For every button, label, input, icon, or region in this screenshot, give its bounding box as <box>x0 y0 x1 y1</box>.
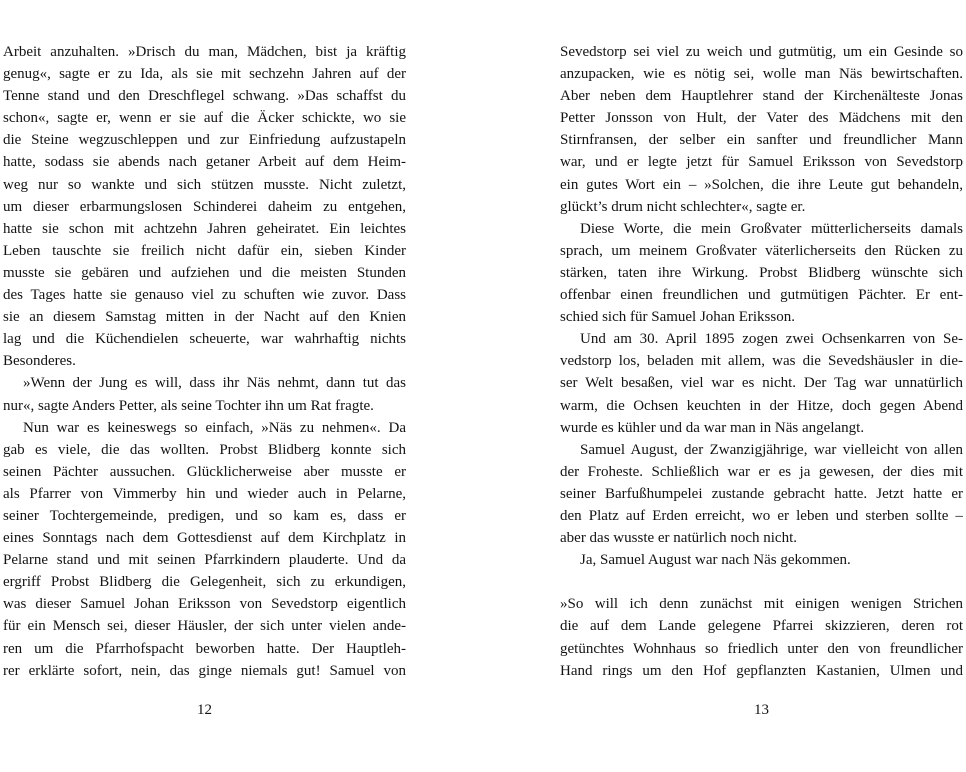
text-line: Hand rings um den Hof gepflanzten Kastanien, Ulmen und <box>560 662 963 679</box>
text-line: hatte, sodass sie abends nach getaner Arbeit auf dem Heim- <box>3 154 406 171</box>
text-line: schied sich für Samuel Johan Eriksson. <box>560 309 795 326</box>
text-line: schon«, sagte er, wenn er sie auf die Äcker schickte, wo sie <box>3 110 406 127</box>
text-line: sie an diesem Samstag mitten in der Nacht auf den Knien <box>3 309 406 326</box>
text-line: Tenne stand und den Dreschflegel schwang. »Das schaffst du <box>3 88 406 105</box>
text-line: Und am 30. April 1895 zogen zwei Ochsenkarren von Se- <box>580 331 963 348</box>
text-line: aber das wusste er natürlich noch nicht. <box>560 530 798 547</box>
text-line: des Tages hatte sie genauso viel zu schuften wie zuvor. Dass <box>3 287 406 304</box>
text-line: der Froheste. Schließlich war er es ja gewesen, der dies mit <box>560 463 963 480</box>
text-line: Diese Worte, die mein Großvater mütterlicherseits damals <box>580 220 963 237</box>
page-13-text <box>560 41 963 682</box>
text-line: seinen Pächter aussuchen. Glücklicherweise aber musste er <box>3 463 406 480</box>
text-line: stärken, taten ihre Wirkung. Probst Blidberg wünschte sich <box>560 264 963 281</box>
text-line: rer erklärte sofort, nein, das ginge niemals gut! Samuel von <box>3 662 406 679</box>
text-line <box>560 571 963 593</box>
text-line: ergriff Probst Blidberg die Gelegenheit, sich zu erkundigen, <box>3 574 406 591</box>
text-line: Besonderes. <box>3 353 76 370</box>
text-line: als Pfarrer von Vimmerby hin und wieder auch in Pelarne, <box>3 485 406 502</box>
text-line: Samuel August, der Zwanzigjährige, war vielleicht von allen <box>580 441 963 458</box>
text-line: hatte sie schon mit achtzehn Jahren geheiratet. Ein leichtes <box>3 220 406 237</box>
text-line: sprach, um meinem Großvater väterlicherseits den Rücken zu <box>560 242 963 259</box>
text-line: Pelarne stand und mit seinen Pfarrkindern plauderte. Und da <box>3 552 406 569</box>
page-number-right: 13 <box>754 701 769 718</box>
text-line: Nun war es keineswegs so einfach, »Näs zu nehmen«. Da <box>23 419 406 436</box>
text-line: Sevedstorp sei viel zu weich und gutmütig, um ein Gesinde so <box>560 44 963 60</box>
text-line: lag und die Küchendielen scheuerte, war wahrhaftig nichts <box>3 331 406 348</box>
book-page-left <box>3 41 406 718</box>
text-line: warm, die Ochsen keuchten in der Hitze, doch gegen Abend <box>560 397 963 414</box>
text-line: Ja, Samuel August war nach Näs gekommen. <box>580 552 851 569</box>
text-line: musste sie gebären und aufziehen und die meisten Stunden <box>3 264 406 281</box>
text-line: nur«, sagte Anders Petter, als seine Tochter ihn um Rat fragte. <box>3 397 374 414</box>
text-line: den Platz auf Erden erreicht, wo er leben und sterben sollte – <box>560 507 963 524</box>
page-12-text <box>3 41 406 682</box>
text-line: ser Welt besaßen, viel war es nicht. Der Tag war unnatürlich <box>560 375 963 392</box>
text-line: »Wenn der Jung es will, dass ihr Näs nehmt, dann tut das <box>23 375 406 392</box>
text-line: die auf dem Lande gelegene Pfarrei skizzieren, deren rot <box>560 618 963 635</box>
text-line: seiner Tochtergemeinde, predigen, und so kam es, dass er <box>3 507 406 524</box>
text-line: war, und er legte jetzt für Samuel Eriksson von Sevedstorp <box>560 154 963 171</box>
text-line: eines Sonntags nach dem Gottesdienst auf dem Kirchplatz in <box>3 530 406 547</box>
text-line: Stirnfransen, der selber ein sanfter und freundlicher Mann <box>560 132 963 149</box>
text-line: weg nur so wankte und sich stützen musste. Nicht zuletzt, <box>3 176 406 193</box>
page-number-left: 12 <box>197 701 212 718</box>
text-line: offenbar einen freundlichen und gutmütigen Pächter. Er ent- <box>560 287 963 304</box>
text-line: seiner Barfußhumpelei zustande gebracht hatte. Jetzt hatte er <box>560 485 963 502</box>
text-line: gab es viele, die das wollten. Probst Blidberg konnte sich <box>3 441 406 458</box>
text-line: genug«, sagte er zu Ida, als sie mit sechzehn Jahren auf der <box>3 66 406 83</box>
text-line: glückt’s drum nicht schlechter«, sagte er. <box>560 198 806 215</box>
text-line: Aber neben dem Hauptlehrer stand der Kirchenälteste Jonas <box>560 88 963 105</box>
text-line: ein gutes Wort ein – »Solchen, die ihre Leute gut behandeln, <box>560 176 963 193</box>
text-line: was dieser Samuel Johan Eriksson von Sevedstorp eigentlich <box>3 596 406 613</box>
text-line: anzupacken, wie es nötig sei, wolle man Näs bewirtschaften. <box>560 66 963 83</box>
text-line: »So will ich denn zunächst mit einigen wenigen Strichen <box>560 596 963 613</box>
text-line: getünchtes Wohnhaus so friedlich unter den von freundlicher <box>560 640 963 657</box>
text-line: ren um die Pfarrhofspacht beworben hatte. Der Hauptleh- <box>3 640 406 657</box>
text-line: vedstorp los, beladen mit allem, was die Sevedshäusler in die- <box>560 353 963 370</box>
text-line: um dieser erbarmungslosen Schinderei daheim zu entgehen, <box>3 198 406 215</box>
text-line: wurde es kühler und da war man in Näs angelangt. <box>560 419 865 436</box>
book-page-right <box>560 41 963 718</box>
text-line: Arbeit anzuhalten. »Drisch du man, Mädchen, bist ja kräftig <box>3 44 406 60</box>
text-line: Petter Jonsson von Hult, der Vater des Mädchens mit den <box>560 110 963 127</box>
text-line: die Steine wegzuschleppen und zur Einfriedung aufzustapeln <box>3 132 406 149</box>
text-line: für ein Mensch sei, dieser Häusler, der sich unter vielen ande- <box>3 618 406 635</box>
text-line: Leben tauschte sie freilich nicht dafür ein, sieben Kinder <box>3 242 406 259</box>
